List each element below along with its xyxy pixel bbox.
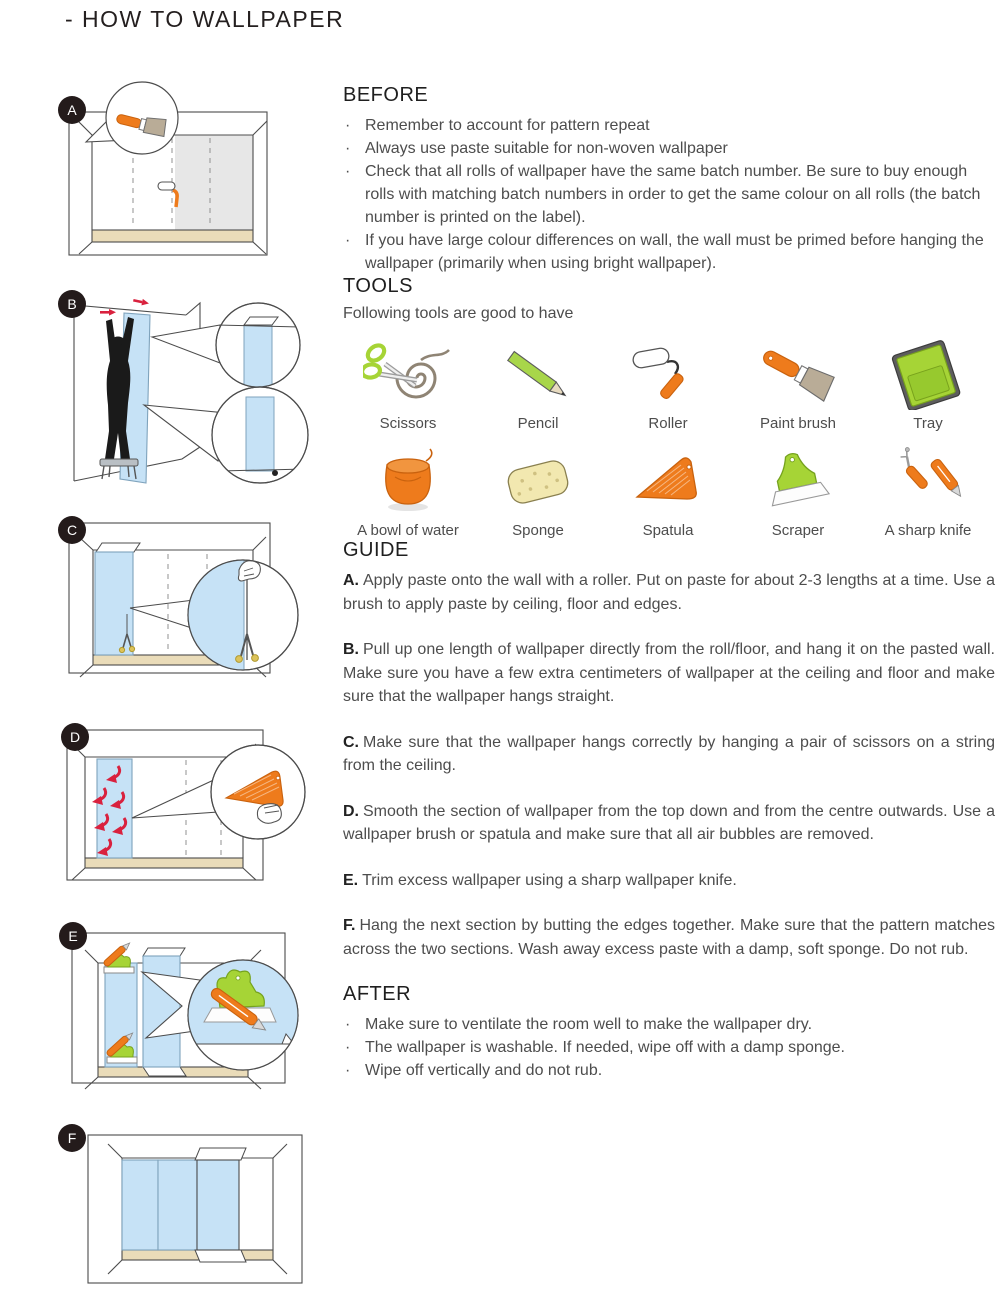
tool-label: Scraper [771,522,825,539]
hang-wallpaper-diagram [60,285,310,485]
trimming-diagram [58,926,316,1112]
wallpaper-strip-1 [122,1160,158,1250]
figure-e-illustration [58,926,316,1112]
after-list [343,1013,995,1082]
tool-spatula [603,444,733,539]
figure-c-illustration [66,516,312,694]
spatula-icon [623,444,713,520]
tool-tray [863,337,993,432]
figure-d-badge: D [61,723,89,751]
sharp-knife-icon [883,444,973,520]
list-item: · If you have large colour differences on wall, the wall must be primed before hanging the wallpaper (primarily when using bright wallpaper). [345,232,984,272]
list-item: · Make sure to ventilate the room well to make the wallpaper dry. [345,1016,813,1033]
tool-label: Pencil [517,415,559,432]
page-title: - HOW TO WALLPAPER [65,6,345,32]
list-item: · The wallpaper is washable. If needed, wipe off with a damp sponge. [345,1039,845,1056]
figure-c-badge: C [58,516,86,544]
bowl-of-water-icon [363,444,453,520]
tool-label: Tray [913,415,943,432]
list-item: · Check that all rolls of wallpaper have the same batch number. Be sure to buy enough rolls with matching batch numbers in order to get the same colour on all rolls (the batch number is printed on the label). [345,163,981,226]
tray-icon [883,337,973,413]
tool-label: Paint brush [760,415,836,432]
scissors-icon [363,337,453,413]
sponge-icon [493,444,583,520]
figure-d-illustration [66,726,312,902]
tool-label: A bowl of water [357,522,459,539]
before-heading: BEFORE [343,84,429,106]
guide-step-c: C. Make sure that the wallpaper hangs correctly by hanging a pair of scissors on a string from the ceiling. [343,733,995,774]
figure-e-badge: E [59,922,87,950]
guide-step-a: A. Apply paste onto the wall with a roller. Put on paste for about 2-3 lengths at a time. Use a brush to apply paste by ceiling, floor and edges. [343,572,995,613]
finished-wall-diagram [74,1126,306,1290]
figure-b-illustration [60,285,310,485]
tool-label: Scissors [379,415,437,432]
smoothing-diagram [66,726,312,902]
pencil-icon [493,337,583,413]
tool-label: Roller [648,415,688,432]
figure-f-badge: F [58,1124,86,1152]
tools-row-1 [343,337,995,432]
wallpaper-strip [95,552,133,655]
plumb-check-diagram [66,516,312,694]
tool-roller [603,337,733,432]
instructions-column [343,84,995,1082]
figure-a-illustration [60,80,275,260]
guide-step-b: B. Pull up one length of wallpaper directly from the roll/floor, and hang it on the pasted wall. Make sure you have a few extra centimeters of wallpaper at the ceiling and floor and make sure that the wallpaper hangs straight. [343,641,995,705]
wallpaper-strip [97,759,132,858]
list-item: · Wipe off vertically and do not rub. [345,1062,603,1079]
tool-sponge [473,444,603,539]
wallpaper-strip-2 [158,1160,197,1250]
tool-label: A sharp knife [884,522,972,539]
tool-label: Spatula [642,522,694,539]
figure-f-illustration [74,1126,306,1290]
guide-step-f: F. Hang the next section by butting the edges together. Make sure that the pattern matches across the two sections. Wash away excess paste with a damp, soft sponge. Do not rub. [343,917,995,958]
paint-brush-icon [753,337,843,413]
guide-step-d: D. Smooth the section of wallpaper from the top down and from the centre outwards. Use a wallpaper brush or spatula and make sure that all air bubbles are removed. [343,802,995,843]
paste-wall-diagram [60,80,275,260]
before-list [343,114,995,275]
list-item: · Always use paste suitable for non-woven wallpaper [345,140,728,157]
guide-heading: GUIDE [343,539,409,561]
after-heading: AFTER [343,983,412,1005]
tool-bowl-of-water [343,444,473,539]
roller-icon [623,337,713,413]
scraper-icon [753,444,843,520]
tools-subtitle: Following tools are good to have [343,305,574,322]
list-item: · Remember to account for pattern repeat [345,117,650,134]
tool-scissors [343,337,473,432]
tools-row-2 [343,444,995,539]
figure-a-badge: A [58,96,86,124]
guide-steps [343,569,995,961]
tool-label: Sponge [512,522,564,539]
figure-b-badge: B [58,290,86,318]
guide-step-e: E. Trim excess wallpaper using a sharp wallpaper knife. [343,871,737,889]
tool-sharp-knife [863,444,993,539]
tool-scraper [733,444,863,539]
tool-pencil [473,337,603,432]
tool-paint-brush [733,337,863,432]
tools-heading: TOOLS [343,275,413,297]
wallpaper-strip-3 [197,1160,239,1250]
